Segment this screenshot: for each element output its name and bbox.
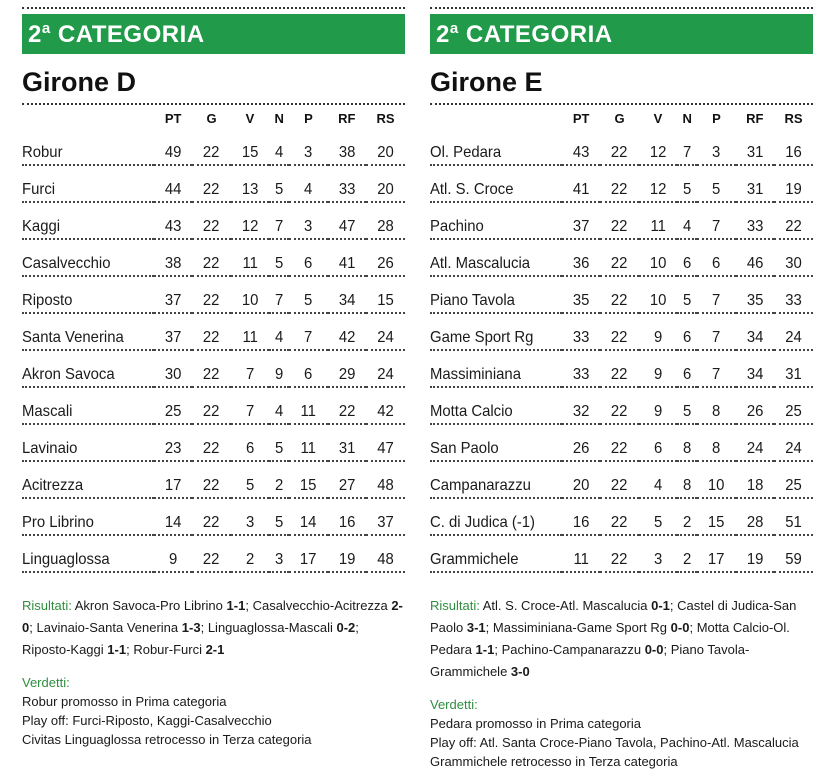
stat-cell: 19	[775, 165, 811, 202]
stat-cell: 4	[270, 313, 289, 350]
stat-cell: 7	[678, 129, 697, 165]
stat-cell: 16	[329, 498, 365, 535]
standings-table	[22, 107, 405, 573]
team-name: Robur	[22, 129, 145, 165]
stat-cell: 22	[194, 535, 230, 572]
stat-cell: 46	[737, 239, 773, 276]
stat-cell: 20	[563, 461, 599, 498]
table-row	[430, 313, 813, 350]
stat-cell: 7	[291, 313, 327, 350]
table-header-row	[430, 107, 813, 129]
stat-cell: 10	[640, 239, 676, 276]
stat-cell: 24	[737, 424, 773, 461]
team-header	[430, 107, 562, 129]
stat-cell: 5	[678, 276, 697, 313]
team-name: Furci	[22, 165, 145, 202]
team-name: Linguaglossa	[22, 535, 145, 572]
team-name: Lavinaio	[22, 424, 145, 461]
group-title: Girone E	[430, 67, 543, 97]
stat-cell: 43	[563, 129, 599, 165]
stat-cell: 24	[367, 313, 403, 350]
table-row	[430, 239, 813, 276]
stat-cell: 35	[737, 276, 773, 313]
stat-cell: 11	[291, 387, 327, 424]
standings-body	[430, 129, 813, 572]
stat-cell: 22	[194, 387, 230, 424]
result-score: 1-1	[475, 642, 495, 657]
stat-cell: 12	[232, 202, 268, 239]
result-score: 0-0	[670, 620, 690, 635]
stat-cell: 20	[367, 129, 403, 165]
col-header: V	[245, 110, 255, 126]
table-row	[430, 535, 813, 572]
verdetti-label: Verdetti:	[430, 697, 478, 712]
stat-cell: 4	[640, 461, 676, 498]
table-row	[22, 461, 405, 498]
column-girone-d	[22, 0, 405, 749]
result-score: 3-1	[466, 620, 486, 635]
team-name: Pachino	[430, 202, 553, 239]
stat-cell: 2	[232, 535, 268, 572]
stat-cell: 22	[602, 461, 638, 498]
stat-cell: 17	[699, 535, 735, 572]
col-header: G	[614, 110, 625, 126]
team-name: San Paolo	[430, 424, 553, 461]
result-match: Massiminiana-Game Sport Rg	[492, 620, 668, 635]
stat-cell: 25	[775, 461, 811, 498]
stat-cell: 8	[678, 461, 697, 498]
team-name: Santa Venerina	[22, 313, 145, 350]
stat-cell: 2	[678, 498, 697, 535]
result-score: 0-1	[651, 598, 670, 613]
team-name: Casalvecchio	[22, 239, 145, 276]
group-title: Girone D	[22, 67, 137, 97]
top-divider	[430, 7, 813, 9]
stat-cell: 7	[699, 276, 735, 313]
stat-cell: 38	[329, 129, 365, 165]
team-name: Kaggi	[22, 202, 145, 239]
stat-cell: 12	[640, 129, 676, 165]
stat-cell: 3	[232, 498, 268, 535]
column-girone-e	[430, 0, 813, 771]
stat-cell: 31	[737, 129, 773, 165]
stat-cell: 34	[329, 276, 365, 313]
stat-cell: 51	[775, 498, 811, 535]
stat-cell: 9	[640, 387, 676, 424]
result-score: 1-3	[181, 620, 201, 635]
result-match: Motta Calcio-Ol. Pedara	[430, 620, 790, 657]
result-match: Riposto-Kaggi	[22, 642, 104, 657]
col-header: N	[682, 110, 692, 126]
stat-cell: 22	[602, 313, 638, 350]
result-score: 1-1	[226, 598, 246, 613]
stat-cell: 15	[291, 461, 327, 498]
verdetto-line: Civitas Linguaglossa retrocesso in Terza categoria	[22, 732, 312, 747]
verdetto-line: Grammichele retrocesso in Terza categoria	[430, 754, 678, 769]
stat-cell: 22	[775, 202, 811, 239]
stat-cell: 22	[602, 498, 638, 535]
stat-cell: 3	[699, 129, 735, 165]
stat-cell: 8	[699, 387, 735, 424]
result-match: Robur-Furci	[133, 642, 202, 657]
stat-cell: 43	[155, 202, 191, 239]
stat-cell: 37	[367, 498, 403, 535]
stat-cell: 38	[155, 239, 191, 276]
stat-cell: 10	[640, 276, 676, 313]
stat-cell: 4	[270, 129, 289, 165]
team-name: Mascali	[22, 387, 145, 424]
table-row	[22, 498, 405, 535]
col-header: G	[206, 110, 217, 126]
stat-cell: 15	[699, 498, 735, 535]
stat-cell: 5	[640, 498, 676, 535]
stat-cell: 14	[155, 498, 191, 535]
team-name: Atl. S. Croce	[430, 165, 553, 202]
stat-cell: 7	[699, 350, 735, 387]
stat-cell: 4	[678, 202, 697, 239]
top-divider	[22, 7, 405, 9]
stat-cell: 42	[367, 387, 403, 424]
stat-cell: 5	[699, 165, 735, 202]
stat-cell: 6	[699, 239, 735, 276]
group-divider	[430, 103, 813, 105]
result-score: 2-0	[22, 598, 403, 635]
table-row	[22, 165, 405, 202]
stat-cell: 22	[194, 239, 230, 276]
col-header: RS	[376, 110, 395, 126]
stat-cell: 14	[291, 498, 327, 535]
result-match: Linguaglossa-Mascali	[207, 620, 333, 635]
stat-cell: 24	[775, 424, 811, 461]
stat-cell: 6	[232, 424, 268, 461]
results-label: Risultati:	[22, 598, 72, 613]
stat-cell: 28	[737, 498, 773, 535]
stat-cell: 47	[367, 424, 403, 461]
stat-cell: 11	[291, 424, 327, 461]
stat-cell: 22	[194, 276, 230, 313]
stat-cell: 34	[737, 350, 773, 387]
stat-cell: 6	[291, 239, 327, 276]
col-header: PT	[164, 110, 182, 126]
stat-cell: 22	[602, 165, 638, 202]
team-name: Massiminiana	[430, 350, 553, 387]
stat-cell: 5	[232, 461, 268, 498]
stat-cell: 22	[329, 387, 365, 424]
stat-cell: 5	[270, 165, 289, 202]
stat-cell: 22	[602, 276, 638, 313]
table-row	[22, 535, 405, 572]
table-row	[22, 387, 405, 424]
stat-cell: 26	[563, 424, 599, 461]
stat-cell: 6	[678, 350, 697, 387]
stat-cell: 19	[329, 535, 365, 572]
category-title: 2$^a$ CATEGORIA	[436, 19, 613, 48]
stat-cell: 15	[367, 276, 403, 313]
stat-cell: 22	[194, 202, 230, 239]
stat-cell: 8	[678, 424, 697, 461]
table-row	[22, 313, 405, 350]
stat-cell: 4	[291, 165, 327, 202]
stat-cell: 26	[367, 239, 403, 276]
stat-cell: 5	[270, 424, 289, 461]
stat-cell: 24	[775, 313, 811, 350]
stat-cell: 29	[329, 350, 365, 387]
category-banner	[22, 14, 405, 54]
stat-cell: 22	[194, 129, 230, 165]
table-row	[430, 461, 813, 498]
result-match: Pachino-Campanarazzu	[501, 642, 642, 657]
results-label: Risultati:	[430, 598, 480, 613]
stat-cell: 7	[232, 387, 268, 424]
team-name: Ol. Pedara	[430, 129, 553, 165]
stat-cell: 22	[194, 165, 230, 202]
stat-cell: 17	[291, 535, 327, 572]
stat-cell: 3	[291, 202, 327, 239]
stat-cell: 22	[194, 350, 230, 387]
stat-cell: 27	[329, 461, 365, 498]
stat-cell: 6	[640, 424, 676, 461]
stat-cell: 22	[602, 387, 638, 424]
stat-cell: 11	[232, 313, 268, 350]
stat-cell: 9	[155, 535, 191, 572]
result-match: Piano Tavola-Grammichele	[430, 642, 750, 679]
stat-cell: 48	[367, 461, 403, 498]
table-row	[22, 276, 405, 313]
verdetto-line: Play off: Atl. Santa Croce-Piano Tavola, Pachino-Atl. Mascalucia	[430, 735, 799, 750]
result-score: 2-1	[205, 642, 225, 657]
stat-cell: 19	[737, 535, 773, 572]
table-row	[430, 129, 813, 165]
results-block	[430, 595, 813, 683]
table-row	[430, 350, 813, 387]
table-row	[430, 387, 813, 424]
result-match: Atl. S. Croce-Atl. Mascalucia	[482, 598, 648, 613]
stat-cell: 22	[602, 239, 638, 276]
stat-cell: 47	[329, 202, 365, 239]
group-divider	[22, 103, 405, 105]
team-name: Acitrezza	[22, 461, 145, 498]
verdetto-line: Pedara promosso in Prima categoria	[430, 716, 641, 731]
stat-cell: 3	[291, 129, 327, 165]
table-row	[430, 276, 813, 313]
stat-cell: 5	[678, 165, 697, 202]
stat-cell: 48	[367, 535, 403, 572]
stat-cell: 11	[640, 202, 676, 239]
stat-cell: 11	[232, 239, 268, 276]
stat-cell: 22	[602, 202, 638, 239]
stat-cell: 30	[155, 350, 191, 387]
stat-cell: 16	[563, 498, 599, 535]
stat-cell: 7	[270, 276, 289, 313]
stat-cell: 23	[155, 424, 191, 461]
stat-cell: 10	[232, 276, 268, 313]
stat-cell: 37	[155, 276, 191, 313]
stat-cell: 22	[602, 350, 638, 387]
stat-cell: 33	[563, 350, 599, 387]
stat-cell: 25	[155, 387, 191, 424]
stat-cell: 30	[775, 239, 811, 276]
stat-cell: 5	[678, 387, 697, 424]
stat-cell: 32	[563, 387, 599, 424]
result-score: 3-0	[510, 664, 530, 679]
result-match: Akron Savoca-Pro Librino	[74, 598, 223, 613]
stat-cell: 15	[232, 129, 268, 165]
table-row	[22, 129, 405, 165]
category-banner	[430, 14, 813, 54]
stat-cell: 22	[194, 313, 230, 350]
result-match: Lavinaio-Santa Venerina	[36, 620, 179, 635]
table-row	[430, 498, 813, 535]
stat-cell: 22	[194, 498, 230, 535]
stat-cell: 5	[270, 498, 289, 535]
stat-cell: 9	[640, 313, 676, 350]
team-name: Akron Savoca	[22, 350, 145, 387]
stat-cell: 31	[329, 424, 365, 461]
stat-cell: 5	[270, 239, 289, 276]
stat-cell: 31	[775, 350, 811, 387]
verdetti-label: Verdetti:	[22, 675, 70, 690]
result-score: 1-1	[107, 642, 127, 657]
stat-cell: 7	[270, 202, 289, 239]
stat-cell: 6	[678, 239, 697, 276]
stat-cell: 22	[602, 129, 638, 165]
col-header: V	[653, 110, 663, 126]
col-header: P	[712, 110, 721, 126]
stat-cell: 28	[367, 202, 403, 239]
result-match: Casalvecchio-Acitrezza	[252, 598, 388, 613]
stat-cell: 6	[678, 313, 697, 350]
stat-cell: 9	[640, 350, 676, 387]
stat-cell: 9	[270, 350, 289, 387]
team-name: Game Sport Rg	[430, 313, 553, 350]
results-list: Akron Savoca-Pro Librino 1-1; Casalvecchio-Acitrezza 2-0; Lavinaio-Santa Venerina 1-3; Linguaglossa-Mascali 0-2; Riposto-Kaggi 1-1; Robur-Furci 2-1	[22, 598, 403, 657]
team-name: Piano Tavola	[430, 276, 553, 313]
verdetti-block	[430, 695, 813, 771]
stat-cell: 37	[155, 313, 191, 350]
verdetto-line: Robur promosso in Prima categoria	[22, 694, 227, 709]
stat-cell: 6	[291, 350, 327, 387]
stat-cell: 34	[737, 313, 773, 350]
col-header: RF	[746, 110, 764, 126]
stat-cell: 36	[563, 239, 599, 276]
category-title: 2$^a$ CATEGORIA	[28, 19, 205, 48]
team-name: Pro Librino	[22, 498, 145, 535]
team-header	[22, 107, 154, 129]
team-name: Grammichele	[430, 535, 553, 572]
table-row	[430, 202, 813, 239]
table-row	[22, 424, 405, 461]
verdetti-block	[22, 673, 405, 749]
table-row	[22, 350, 405, 387]
col-header: RF	[338, 110, 356, 126]
standings-body	[22, 129, 405, 572]
table-row	[22, 239, 405, 276]
stat-cell: 44	[155, 165, 191, 202]
stat-cell: 35	[563, 276, 599, 313]
stat-cell: 17	[155, 461, 191, 498]
stat-cell: 41	[329, 239, 365, 276]
stat-cell: 3	[640, 535, 676, 572]
table-header-row	[22, 107, 405, 129]
verdetto-line: Play off: Furci-Riposto, Kaggi-Casalvecchio	[22, 713, 272, 728]
table-row	[22, 202, 405, 239]
stat-cell: 41	[563, 165, 599, 202]
stat-cell: 8	[699, 424, 735, 461]
stat-cell: 18	[737, 461, 773, 498]
stat-cell: 7	[699, 202, 735, 239]
stat-cell: 7	[232, 350, 268, 387]
team-name: Campanarazzu	[430, 461, 553, 498]
stat-cell: 33	[775, 276, 811, 313]
stat-cell: 10	[699, 461, 735, 498]
standings-table	[430, 107, 813, 573]
col-header: RS	[784, 110, 803, 126]
stat-cell: 33	[737, 202, 773, 239]
stat-cell: 37	[563, 202, 599, 239]
stat-cell: 20	[367, 165, 403, 202]
stat-cell: 33	[329, 165, 365, 202]
team-name: Riposto	[22, 276, 145, 313]
col-header: PT	[572, 110, 590, 126]
results-list: Atl. S. Croce-Atl. Mascalucia 0-1; Castel di Judica-San Paolo 3-1; Massiminiana-Game Sport Rg 0-0; Motta Calcio-Ol. Pedara 1-1; Pachino-Campanarazzu 0-0; Piano Tavola-Grammichele 3-0	[430, 598, 797, 679]
col-header: P	[304, 110, 313, 126]
stat-cell: 25	[775, 387, 811, 424]
stat-cell: 2	[678, 535, 697, 572]
stat-cell: 33	[563, 313, 599, 350]
team-name: C. di Judica (-1)	[430, 498, 553, 535]
team-name: Atl. Mascalucia	[430, 239, 553, 276]
stat-cell: 5	[291, 276, 327, 313]
stat-cell: 16	[775, 129, 811, 165]
stat-cell: 22	[194, 424, 230, 461]
table-row	[430, 165, 813, 202]
stat-cell: 3	[270, 535, 289, 572]
stat-cell: 22	[194, 461, 230, 498]
team-name: Motta Calcio	[430, 387, 553, 424]
result-score: 0-2	[336, 620, 356, 635]
stat-cell: 11	[563, 535, 599, 572]
stat-cell: 31	[737, 165, 773, 202]
stat-cell: 2	[270, 461, 289, 498]
stat-cell: 24	[367, 350, 403, 387]
col-header: N	[274, 110, 284, 126]
result-score: 0-0	[644, 642, 664, 657]
stat-cell: 4	[270, 387, 289, 424]
stat-cell: 22	[602, 535, 638, 572]
stat-cell: 42	[329, 313, 365, 350]
result-match: Castel di Judica-San Paolo	[430, 598, 797, 635]
stat-cell: 13	[232, 165, 268, 202]
table-row	[430, 424, 813, 461]
stat-cell: 26	[737, 387, 773, 424]
stat-cell: 59	[775, 535, 811, 572]
stat-cell: 12	[640, 165, 676, 202]
stat-cell: 49	[155, 129, 191, 165]
results-block	[22, 595, 405, 661]
stat-cell: 7	[699, 313, 735, 350]
stat-cell: 22	[602, 424, 638, 461]
